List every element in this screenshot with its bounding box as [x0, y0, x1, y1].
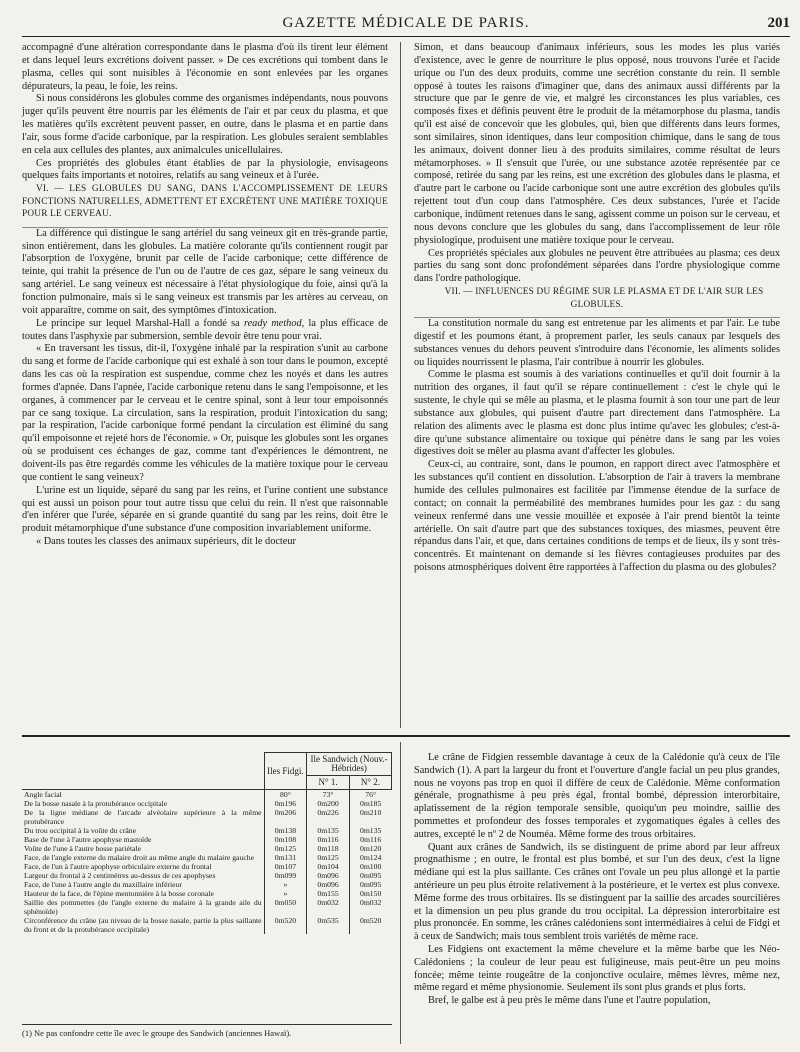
paragraph: La différence qui distingue le sang artériel du sang veineux git en très-grande partie, sinon entièrement, dans les globules. La matière colorante qu'ils contiennent rougit par l'absorption de l'oxygène, brunit par celle de l'acide carbonique; cette différence de teinte, qui trahit la présence de l'un ou de l'autre de ces gaz, sépare le sang veineux du sang artériel. Le sang veineux est nécessaire à l'état physiologique du foie, ainsi qu'à la fonction pulmonaire, mais si le sang veineux est transmis par les artères au cerveau, on voit apparaître, comme on sait, des symptômes d'intoxication.: [22, 227, 388, 316]
paragraph: accompagné d'une altération correspondante dans le plasma d'où ils tirent leur élément et dans lequel leurs excrétions doivent passer. » De ces excrétions qui tombent dans le plasma, celles qui sont nuisibles à l'économie en sont enlevées par les organes dépurateurs, la peau, le foie, les reins.: [22, 42, 388, 92]
paragraph: Ceux-ci, au contraire, sont, dans le poumon, en rapport direct avec l'atmosphère et les substances qu'il contient en dissolution. L'absorption de l'air à travers la membrane humide des cellules pulmonaires est facilitée par l'immense étendue de la surface de contact; on connait la perméabilité des membranes humides pour les gaz : du sang veineux renfermé dans une vessie mouillée et exposée à l'air prend bientôt la teinte artérielle. On sait d'autre part que des substances toxiques, des miasmes, peuvent être répandus dans l'air, et que, dans certaines conditions de temps et de lieux, ils y sont très-concentrés. Et maintenant on demande si les fièvres contagieuses produites par des poisons atmosphériques doivent être rapportées à l'affection du plasma ou des globules?: [414, 459, 780, 574]
value-fidgi: »: [264, 889, 307, 898]
row-label: Saillie des pommettes (de l'angle externe du malaire à la grande aile du sphénoïde): [24, 898, 262, 916]
value-fidgi: 0m107: [264, 862, 307, 871]
paragraph: Le crâne de Fidgien ressemble davantage à ceux de la Calédonie qu'à ceux de l'île Sandwich (1). A part la largeur du front et l'ouverture d'angle facial un peu plus grandes, nous ne voyons pas trop en quoi il diffère de ceux de Calédonie. Même conformation générale, prognathisme à peu près égal, frontal bombé, dépression interorbitaire, aplatissement de la région temporale sensible, quoiqu'un peu moindre, saillie des pommettes et profondeur des fosses temporales et zygomatiques égales à celles des autres, excepté le nº 2 de Nouméa. Même forme des trous orbitaires.: [414, 752, 780, 840]
table-row: [22, 826, 392, 835]
table-row: [22, 799, 392, 808]
value-no1: 0m032: [307, 898, 350, 916]
paragraph: Ces propriétés spéciales aux globules ne peuvent être attribuées au plasma; ces deux parties du sang sont donc profondément séparées dans l'ordre physiologique comme dans l'ordre pathologique.: [414, 247, 780, 285]
paragraph: Les Fidgiens ont exactement la même chevelure et la même barbe que les Néo-Calédoniens ; la couleur de leur peau est fuligineuse, mais peut-être un peu moins foncée; même teinte rougeâtre de la conjonctive oculaire, mêmes lèvres, même nez, même regard et même physionomie. Seulement ils sont plus grands et plus forts.: [414, 943, 780, 994]
paragraph: La constitution normale du sang est entretenue par les aliments et par l'air. Le tube digestif et les poumons étant, à proprement parler, les seuls canaux par lesquels des substances venues du dehors peuvent s'introduire dans l'économie, les aliments solides ou liquides nourrissent le plasma, l'air contribue à nourrir les globules.: [414, 318, 780, 368]
lower-column-divider: [400, 742, 401, 1044]
value-no2: 0m185: [349, 799, 391, 808]
table-row: [22, 880, 392, 889]
table-row: [22, 862, 392, 871]
paragraph: Comme le plasma est soumis à des variations continuelles et qu'il doit fournir à la nutrition des organes, il faut qu'il se répare continuellement : c'est le chyle qui le sustente, le chyle qui se mêle au plasma, et le plasma fournit à son tour une part de leur substance aux globules, qui puisent d'autre part directement dans l'atmosphère. La relation des aliments avec le plasma est donc plus intime qu'avec les globules; c'est-à-dire qu'une substance alimentaire ou toxique qui pénètre dans le sang par les voies digestives doit se mêler au plasma avant d'affecter les globules.: [414, 369, 780, 458]
row-label: Angle facial: [24, 790, 62, 799]
footnote: (1) Ne pas confondre cette île avec le groupe des Sandwich (anciennes Hawaï).: [22, 1024, 392, 1038]
text-run: , la plus efficace de toutes dans l'asphyxie par submersion, semble devoir être tenu pour vrai.: [22, 317, 388, 342]
value-no1: 0m226: [307, 808, 350, 826]
value-fidgi: 0m108: [264, 835, 307, 844]
value-no1: 0m155: [307, 889, 350, 898]
row-label: Hauteur de la face, de l'épine mentonnière à la bosse coronale: [24, 889, 214, 898]
horizontal-rule: [22, 735, 790, 737]
table-row: [22, 790, 392, 800]
column-divider: [400, 42, 401, 728]
row-label: De la ligne médiane de l'arcade alvéolaire supérieure à la même protubérance: [24, 808, 262, 826]
value-no2: 0m100: [349, 862, 391, 871]
table-body: [22, 790, 392, 935]
quotation-paragraph: « En traversant les tissus, dit-il, l'oxygène inhalé par la respiration s'unit au carbone du sang et forme de l'acide carbonique qui est exhalé à son tour dans le poumon, excepté dans les cas où la respiration est suspendue, comme chez les noyés et dans les autres formes d'apnée. Dans l'apnée, l'acide carbonique retenu dans le sang l'empoisonne, et les organes, à commencer par le cerveau et le centre spinal, sont à leur tour empoisonnés par ce sang toxique. La circulation, sans la respiration, produit l'intoxication du sang; par la respiration, l'acide carbonique formé pendant la circulation est éliminé du sang qu'il empoisonne et rejeté hors de l'économie. » Or, puisque les globules sont les organes où se produisent ces échanges de gaz, comme tant d'expériences le démontrent, ne doivent-ils pas être regardés comme les véhicules de la matière toxique pour le cerveau que contient le sang veineux?: [22, 343, 388, 483]
table-row: [22, 889, 392, 898]
table-row: [22, 808, 392, 826]
row-label: Face, de l'un à l'autre apophyse orbiculaire externe du frontal: [24, 862, 212, 871]
text-run: Le principe sur lequel Marshal-Hall a fondé sa: [36, 317, 244, 329]
value-no2: 0m150: [349, 889, 391, 898]
value-fidgi: 0m206: [264, 808, 307, 826]
paragraph: [22, 318, 388, 344]
value-fidgi: 0m099: [264, 871, 307, 880]
emphasis: ready method: [243, 317, 302, 329]
value-no1: 0m200: [307, 799, 350, 808]
col-header-fidgi: Iles Fidgi.: [264, 753, 307, 790]
value-no1: 0m535: [307, 916, 350, 934]
section-heading-vii: VII. — INFLUENCES DU RÉGIME SUR LE PLASMA ET DE L'AIR SUR LES GLOBULES.: [414, 286, 780, 318]
table-corner: [22, 753, 264, 790]
row-label: Face, de l'une à l'autre angle du maxillaire inférieur: [24, 880, 182, 889]
row-label: Voûte de l'une à l'autre bosse pariétale: [24, 844, 142, 853]
section-heading-vi: VI. — LES GLOBULES DU SANG, DANS L'ACCOMPLISSEMENT DE LEURS FONCTIONS NATURELLES, ADMETTENT ET EXCRÈTENT UNE MATIÈRE TOXIQUE POUR LE CERVEAU.: [22, 183, 388, 228]
table-row: [22, 835, 392, 844]
skull-measurement-table: [22, 752, 392, 934]
measurement-table: [22, 752, 392, 934]
value-no1: 0m116: [307, 835, 350, 844]
col-header-sandwich: Ile Sandwich (Nouv.-Hébrides): [307, 753, 392, 776]
col-header-no1: N° 1.: [307, 776, 350, 790]
value-no2: 0m520: [349, 916, 391, 934]
journal-title: GAZETTE MÉDICALE DE PARIS.: [282, 15, 530, 31]
value-fidgi: 0m131: [264, 853, 307, 862]
paragraph: « Dans toutes les classes des animaux supérieurs, dit le docteur: [36, 536, 296, 548]
left-column: [22, 42, 388, 549]
table-row: [22, 853, 392, 862]
paragraph: Si nous considérons les globules comme des organismes indépendants, nous pouvons juger qu'ils peuvent être nourris par les éléments de l'air et par ceux du plasma, et que les matières qu'ils excrètent peuvent passer, en outre, dans le plasma et en partie dans l'air, sous forme d'acide carbonique, par la respiration. Les globules seraient semblables en cela aux cellules des plantes, aux animalcules unicellulaires.: [22, 93, 388, 156]
table-row: [22, 898, 392, 916]
value-no1: 0m125: [307, 853, 350, 862]
table-row: [22, 844, 392, 853]
page-number: 201: [767, 15, 790, 31]
value-no1: 0m135: [307, 826, 350, 835]
table-row: [22, 871, 392, 880]
lower-right-column: [414, 752, 780, 1008]
value-no2: 76°: [349, 790, 391, 800]
value-fidgi: »: [264, 880, 307, 889]
value-fidgi: 0m196: [264, 799, 307, 808]
right-column: [414, 42, 780, 575]
value-no2: 0m124: [349, 853, 391, 862]
value-no1: 0m104: [307, 862, 350, 871]
row-label: Du trou occipital à la voûte du crâne: [24, 826, 137, 835]
paragraph: Simon, et dans beaucoup d'animaux inférieurs, sous les modes les plus variés d'existence, avec le genre de nourriture le plus opposé, nous trouvons l'urée et l'acide urique ou l'un des deux produits, comme une secrétion constante du rein. Il semble opposé à toutes les raisons d'imaginer que, dans des animaux aussi différents par la structure que par le genre de vie, et malgré les circonstances les plus variables, ces composés fixes et définis peuvent être le produit de la métamorphose du plasma, tandis qu'il est aisé de concevoir que les globules, qui, bien que différents dans leurs formes, sont similaires, sinon identiques, dans leur composition chimique, dans le sang de tous les animaux, doivent donner lieu à des produits similaires, comme résultat de leurs métamorphoses. » Il s'ensuit que l'urée, ou une substance azotée représentée par ce composé, retirée du sang par les reins, est une excrétion des globules dans le plasma, et d'autre part le carbone ou l'acide carbonique sont une autre excrétion des globules qu'ils rejettent tout d'un coup dans l'atmosphère. Ces deux substances, l'urée et l'acide carbonique, indûment retenues dans le sang, agissent comme un poison sur le cerveau, et nous devons conclure que les globules du sang, dans l'accomplissement de leur rôle physiologique, produisent une matière toxique pour le cerveau.: [414, 42, 781, 246]
paragraph: Ces propriétés des globules étant établies de par la physiologie, envisageons quelques faits importants et notoires, relatifs au sang veineux et à l'urée.: [22, 157, 388, 182]
value-no2: 0m135: [349, 826, 391, 835]
value-fidgi: 0m520: [264, 916, 307, 934]
table-row: [22, 916, 392, 934]
value-fidgi: 0m125: [264, 844, 307, 853]
value-no1: 0m118: [307, 844, 350, 853]
value-no2: 0m120: [349, 844, 391, 853]
value-no2: 0m095: [349, 871, 391, 880]
row-label: Largeur du frontal à 2 centimètres au-dessus de ces apophyses: [24, 871, 216, 880]
value-no1: 0m096: [307, 880, 350, 889]
value-no2: 0m210: [349, 808, 391, 826]
paragraph: Quant aux crânes de Sandwich, ils se distinguent de prime abord par leur affreux prognathisme ; en outre, le frontal est plus bombé, et sur l'un des deux, c'est la ligne médiane qui est la plus saillante. Ces crânes ont l'ovale un peu plus allongé et la partie antérieure un peu plus étroite relativement à la postérieure, et le vertex est plus convexe. Même forme des trous orbitaires. Ils se distinguent par la saillie des arcades sourcilières et la dimension un peu plus grande du trou occipital. La dépression interorbitaire est plus prononcée. En somme, les crânes calédoniens sont intermédiaires à celui de Fidgi et à ceux de Sandwich; mais tous semblent trois variétés de même race.: [414, 841, 780, 943]
paragraph: Bref, le galbe est à peu près le même dans l'une et l'autre population,: [428, 995, 711, 1007]
value-fidgi: 80°: [264, 790, 307, 800]
row-label: Face, de l'angle externe du malaire droit au même angle du malaire gauche: [24, 853, 254, 862]
col-header-no2: N° 2.: [349, 776, 391, 790]
value-no2: 0m116: [349, 835, 391, 844]
value-no1: 73°: [307, 790, 350, 800]
row-label: Base de l'une à l'autre apophyse mastoïde: [24, 835, 152, 844]
value-no1: 0m096: [307, 871, 350, 880]
paragraph: L'urine est un liquide, séparé du sang par les reins, et l'urine contient une substance qui est aussi un poison pour tout autre tissu que celui du rein. Il n'est que raisonnable d'en inférer que l'urée, séparée en si grande quantité du sang par les reins, doit être le produit métamorphique d'une substance d'une composition invariablement uniforme.: [22, 484, 388, 535]
running-header: [22, 14, 790, 37]
row-label: Circonférence du crâne (au niveau de la bosse nasale, partie la plus saillante du front et de la protubérance occipitale): [24, 916, 262, 934]
value-fidgi: 0m138: [264, 826, 307, 835]
row-label: De la bosse nasale à la protubérance occipitale: [24, 799, 168, 808]
value-no2: 0m095: [349, 880, 391, 889]
value-fidgi: 0m050: [264, 898, 307, 916]
value-no2: 0m032: [349, 898, 391, 916]
